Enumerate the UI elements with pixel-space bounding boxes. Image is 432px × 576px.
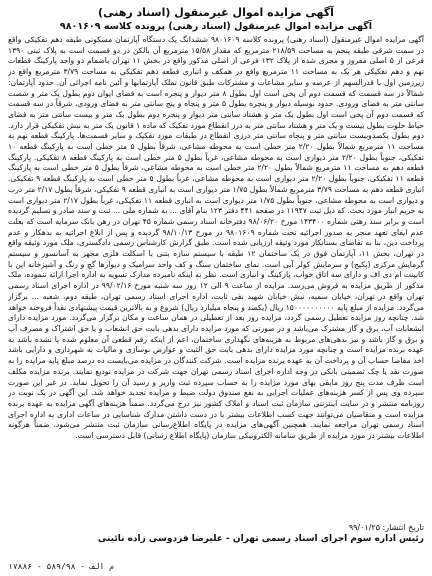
signature-line: رئیس اداره سوم اجرای اسناد رسمی تهران - علیرضا فردوسی زاده نائینی: [97, 534, 424, 544]
publish-date: تاریخ انتشار: ۹۹/۰۱/۲۵: [348, 523, 424, 532]
notice-title: آگهی مزایده اموال غیرمنقول (اسناد رهنی): [98, 6, 334, 19]
notice-code: م الف - ۵۸۹/۹۸ - ۱۷۸۸۶: [8, 562, 114, 571]
publish-row: [8, 522, 424, 533]
notice-footer: [8, 522, 424, 545]
notice-body: آگهی مزایده اموال غیرمنقول (اسناد رهنی) پرونده کلاسه ۹۸۰۱۶۰۹ ششدانگ یک دستگاه آپارتمان مسکونی طبقه دهم تفکیکی واقع در سمت شرقی طبقه پنجم به مساحت ۲۱۸/۵۹ مترمربع که مقدار ۱۵/۵۸ مترمربع آن بالکن در دو قسمت است به پلاک ثبتی ۱۳۹۰ فرعی از ۵ اصلی مفروز و مجزی شده از پلاک ۱۳۲ فرعی از اصلی مذکور واقع در بخش ۱۱ تهران باضمام دو واحد پارکینگ قطعات تهم و دهم تفکیکی هر یک به مساحت ۱۱ مترمربع واقع در همکف و انباری قطعه دهم تفکیکی به مساحت ۳/۷۹ مترمربع واقع در زیرزمین اول با قدرالسهم از عرصه و سایر مشاعات و مشترکات طبق قانون تملک آپارتمانها و آئین نامه اجرائی آن. حدود آپارتمان: شمالاً در سه قسمت که قسمت دوم آن پخی است اول بطول ۸ متر دیوار و پنجره است به فضای ایوان دوم بطول یک متر و شصت سانتی متر به فضای ورودی. حدود بوسیله دیوار و پنجره بطول ۵ متر و پنجاه و پنج سانتی متر به فضای ورودی، شرقاً در سه قسمت که قسمت دوم آن پخی است اول بطول یک متر و هشتاد سانتی متر دیوار و پنجره دوم بطول یک متر و بیست سانتی متر به فضای حیاط خلوت بطول بیست و یک متر و هشتاد سانتی متر به درز انقطاع مورد تفکیک که ماده ۱ قانون یک متر به نبش تفکیکی قرار دارد. دوم بطول یکصدوبیست سانتی متر و پنجاه سانتی متر درزی انقطاع در طبقات مورد تفکیک و سایر قسمت‌ها. پارکینگ قطعه نهم به مساحت ۱۱ مترمربع شمالاً بطول ۲/۲۰ متر خطی است به محوطه مشاعی، شرقاً بطول ۵ متر خطی است به پارکینگ قطعه ۱۰ تفکیکی، جنوباً بطول ۲/۲۰ متر دیواری است به محوطه مشاعی، غرباً بطول ۵ متر خطی است به پارکینگ قطعه ۸ تفکیکی. پارکینگ قطعه دهم به مساحت ۱۱ مترمربع شمالاً بطول ۲/۲۰ متر خطی است به محوطه مشاعی، شرقاً بطول ۵ متر خطی است به پارکینگ قطعه ۱۱ تفکیکی، جنوباً بطول ۲/۲۰ متر دیواری است به محوطه مشاعی، غرباً بطول ۵ متر خطی است به پارکینگ قطعه ۹ تفکیکی. انباری قطعه دهم به مساحت ۳/۷۹ مترمربع شمالاً بطول ۱/۷۵ متر دیواری است به انباری قطعه ۹ تفکیکی، شرقاً بطول ۲/۱۷ متر درب و دیواری است به محوطه مشاعی، جنوباً بطول ۱/۷۵ متر دیواری است به انباری قطعه ۱۱ تفکیکی، غرباً بطول ۲/۱۷ متر دیواری است به حریم انبار مورد بحث. که ذیل ثبت ۱۱۹۴۷ در صفحه ۴۴۱ دفتر ۱۲۳ بنام آقای ... به شماره ملی ... ثبت و سند صادر و تسلیم گردیده است و برابر سند رهنی شماره ۱۴۳۴۰۰ مورخ ۹۸/۰۶/۲۰ دفترخانه اسناد رسمی شماره ۴۵ تهران در رهن بانک سرمایه است که بعلت عدم ایفای تعهد منجر به صدور اجرائیه تحت شماره ۹۸۰۱۶۰۹ در مورخ ۹۸/۱۰/۱۳ گردیده و پس از ابلاغ اجرائیه به بدهکار و عدم پرداخت دین، بنا به تقاضای بستانکار مورد وثیقه ارزیابی شده است. طبق گزارش کارشناس رسمی دادگستری، ملک مورد وثیقه واقع در تهران، بخش ۱۱، آپارتمان فوق در یک ساختمان ۱۲ طبقه با سیستم سازه بتنی با اسکلت فلزی مجهز به آسانسور و سیستم گرمایش مرکزی (پکیج) و سرمایش کولر آبی است. نمای ساختمان سنگ و کف واحد سرامیک و دیوارها گچ و رنگ و آشپزخانه اپن با کابینت ام دی اف و دارای سه اتاق خواب، پارکینگ و انباری است. نظر به اینکه نامبرده مدارک تسویه به اداره اجرا ارائه ننموده، ملک مذکور از طریق مزایده به فروش می‌رسد. مزایده از ساعت ۹ الی ۱۲ روز سه شنبه مورخ ۹۹/۰۲/۱۶ در اداره اجرای اسناد رسمی تهران واقع در تهران، خیابان سمیه، نبش خیابان شهید نقی ثابت، اداره اجرای اسناد رسمی تهران، طبقه دوم، شعبه ... برگزار می‌گردد. مزایده از مبلغ پایه ۱۵۰۰۰۰۰۰۰۰۰۰ ریال (یکصد و پنجاه میلیارد ریال) شروع و به بالاترین قیمت پیشنهادی نقداً فروخته خواهد شد. چنانچه روز مزایده تعطیل رسمی گردد، مزایده روز بعد از تعطیلی در همان ساعت و مکان برگزار می‌گردد. مورد مزایده دارای انشعابات آب، برق و گاز مشترک می‌باشد و در صورتی که مورد مزایده دارای بدهی بابت حق انشعاب و یا حق اشتراک و مصرف آب و برق و گاز باشد و نیز بدهی‌های مربوط به هزینه‌های نگهداری ساختمان، اعم از اینکه رقم قطعی آن معلوم شده یا نشده باشد به عهده برنده مزایده است و چنانچه مورد مزایده دارای بدهی بابت حق الثبت و عوارض نوسازی و مالیات به شهرداری و دارایی باشد اخذ مفاصا حساب آن و پرداخت آن به عهده برنده مزایده است. شرکت کنندگان در مزایده می‌بایست ده درصد مبلغ پایه مزایده را به صورت نقد یا چک تضمینی بانکی در وجه اداره اجرای اسناد رسمی تهران جهت شرکت در مزایده تودیع نمایند. برنده مزایده مکلف است ظرف مدت پنج روز مابقی بهای مورد مزایده را به حساب سپرده ثبت واریز و رسید آن را تحویل نماید. در غیر این صورت سپرده وی پس از کسر هزینه‌های عملیات اجرایی به نفع صندوق دولت ضبط و مزایده تجدید خواهد شد. این آگهی در یک نوبت در روزنامه منتشر و در سایت اینترنتی سازمان ثبت اسناد و املاک کشور نیز درج می‌گردد. ضمناً هزینه‌های آگهی مزایده به عهده برنده مزایده است و متقاضیان می‌توانند جهت کسب اطلاعات بیشتر با در دست داشتن مدارک شناسایی در ساعات اداری به اداره اجرای اسناد رسمی تهران مراجعه نمایند. همچنین آگهی‌های مزایده در پایگاه اطلاع‌رسانی سازمان ثبت منتشر می‌شود. ضمناً هرگونه اطلاعات بیشتر در مورد مزایده از طریق سامانه الکترونیکی سازمان (پایگاه اطلاع رسانی) قابل دسترسی است.: [8, 35, 424, 441]
notice-subtitle: آگهی مزایده اموال غیرمنقول (اسناد رهنی) پرونده کلاسه ۹۸۰۱۶۰۹: [59, 21, 373, 32]
